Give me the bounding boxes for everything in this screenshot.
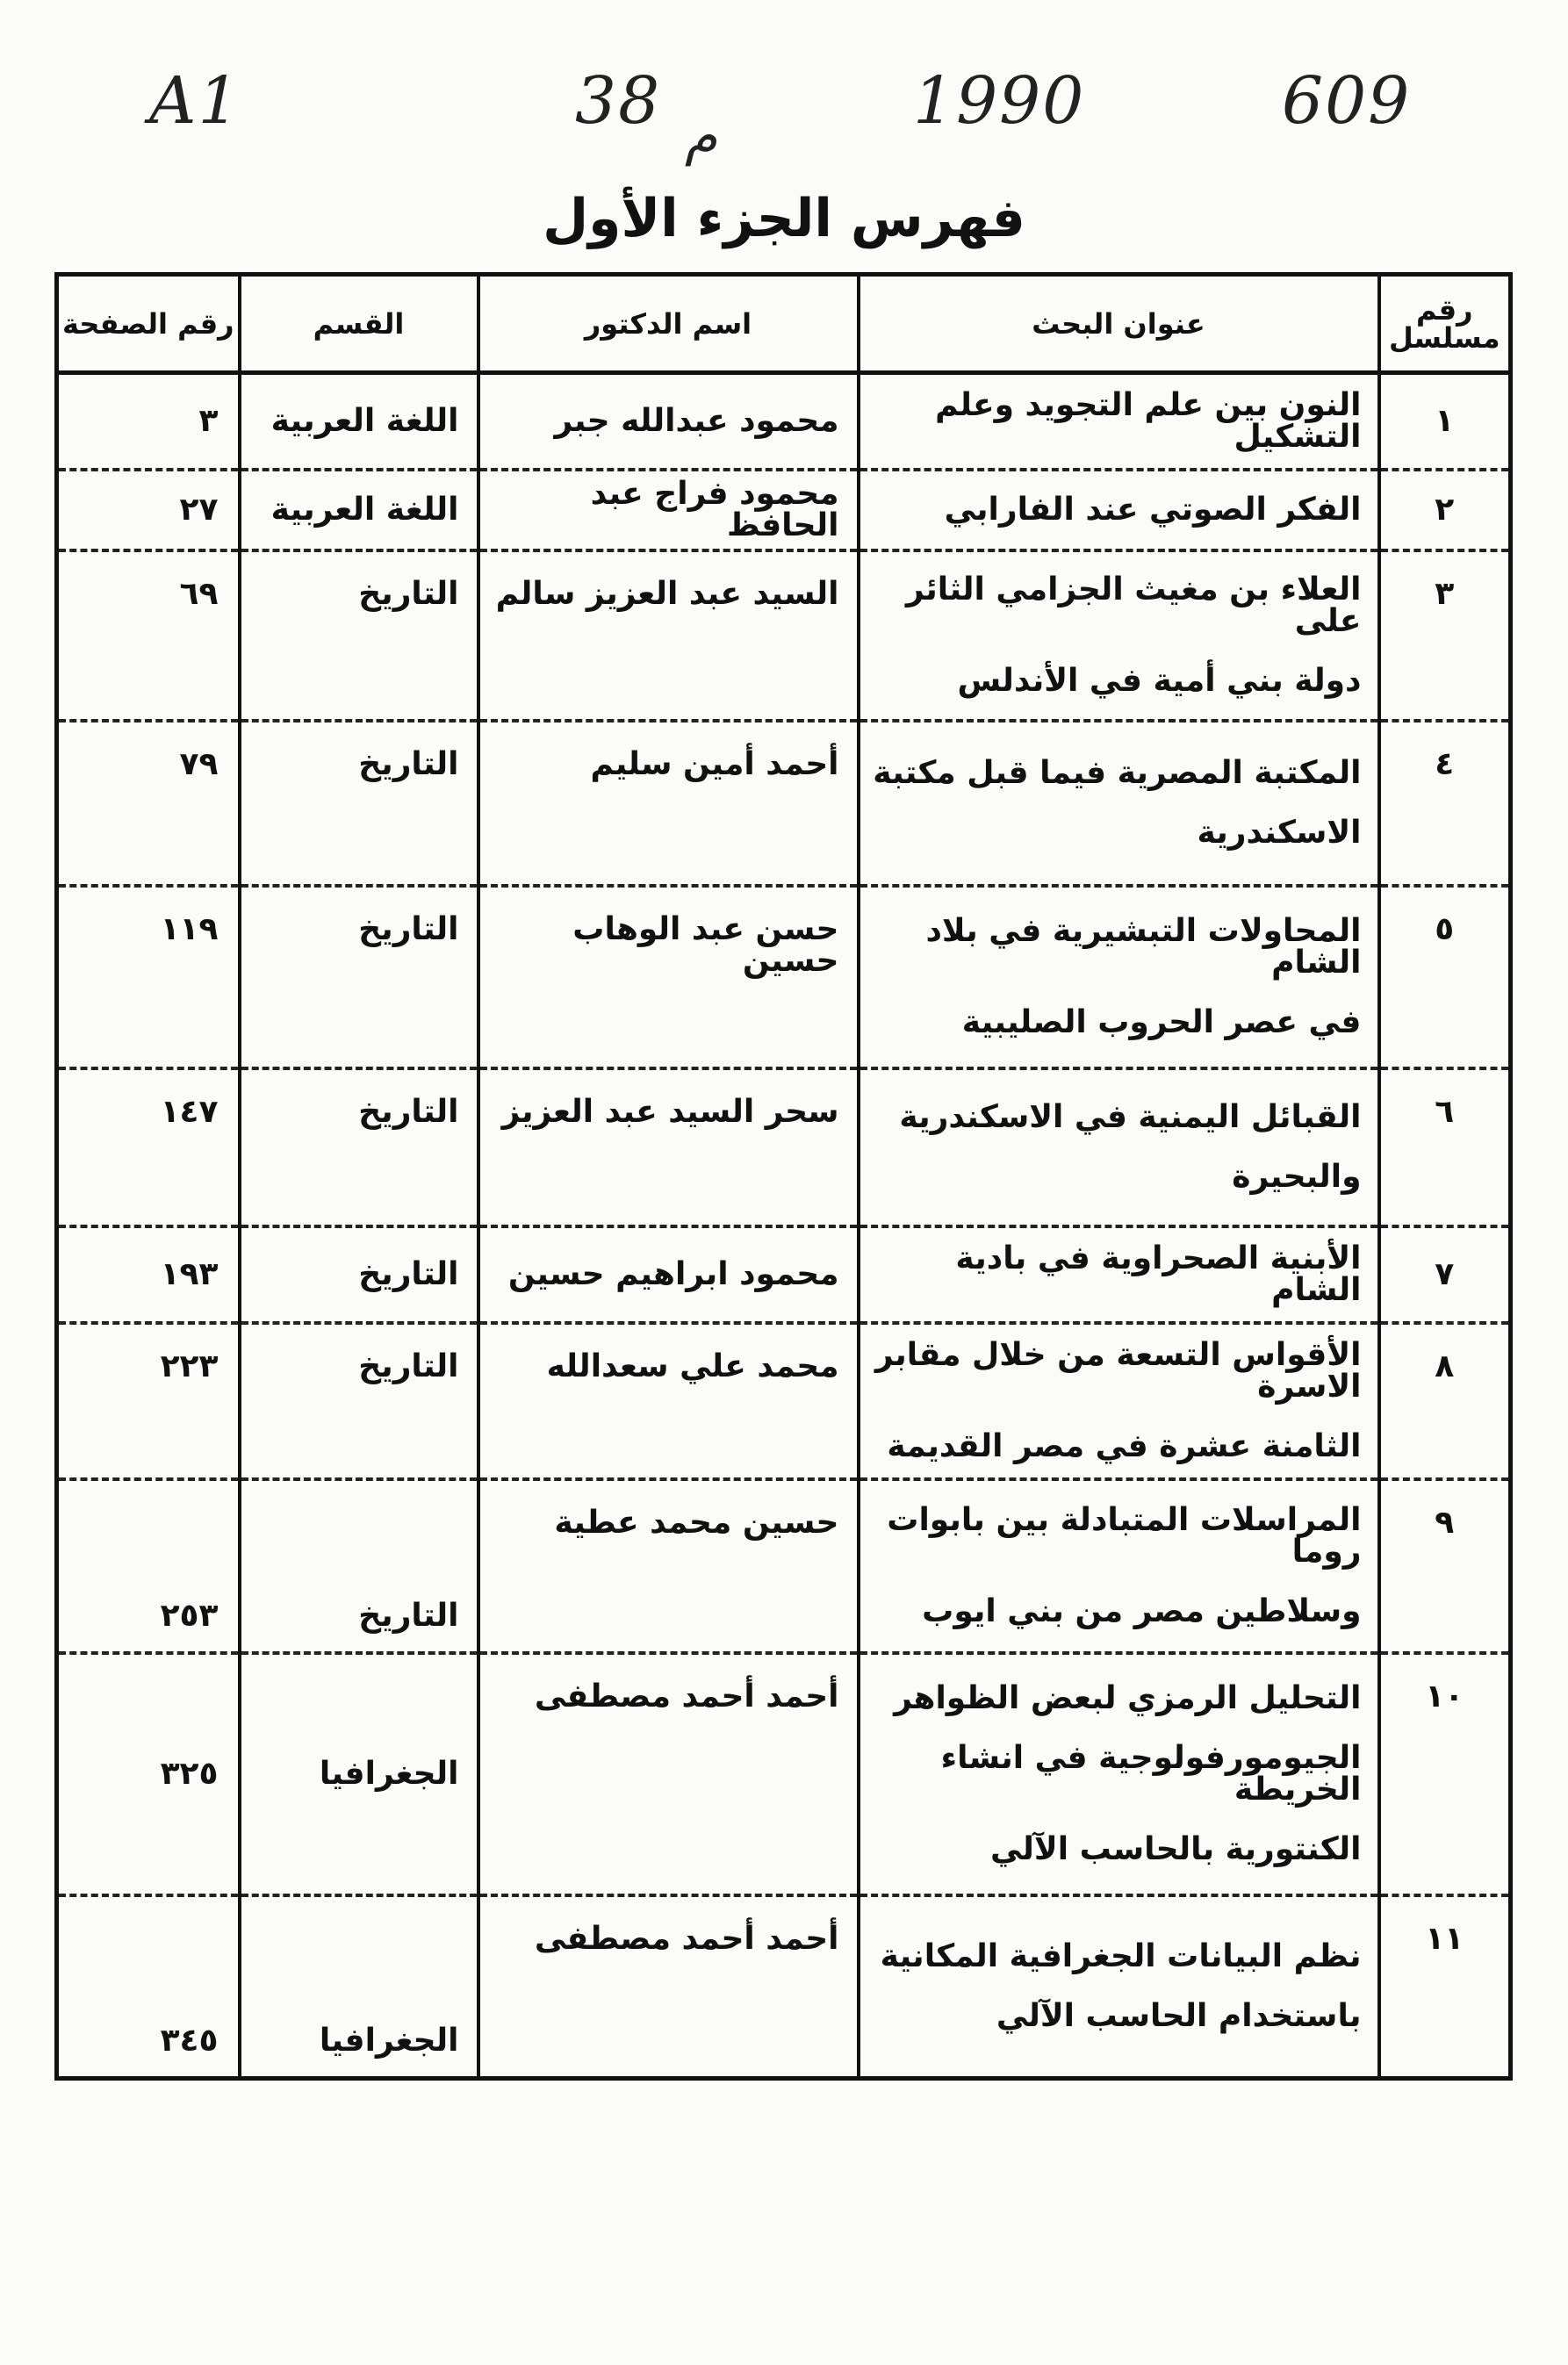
department-cell: اللغة العربية [240, 470, 478, 550]
title-line: الأبنية الصحراوية في بادية الشام [955, 1240, 1362, 1308]
department-cell: الجغرافيا [240, 1653, 478, 1895]
serial-cell: ١٠ [1379, 1653, 1511, 1895]
table-row [57, 470, 1511, 550]
title-line: النون بين علم التجويد وعلم التشكيل [935, 387, 1362, 455]
header-doctor: اسم الدكتور [478, 275, 859, 373]
table-row [57, 886, 1511, 1068]
title-line: الاسكندرية [1197, 815, 1362, 851]
doctor-cell: محمود فراج عبد الحافظ [478, 470, 859, 550]
header-page: رقم الصفحة [57, 275, 240, 373]
header-research-title: عنوان البحث [859, 275, 1379, 373]
table-row [57, 1895, 1511, 2078]
serial-cell: ٢ [1379, 470, 1511, 550]
table-row [57, 1653, 1511, 1895]
serial-cell: ٩ [1379, 1479, 1511, 1653]
research-title-cell [859, 373, 1379, 471]
research-title-cell [859, 1479, 1379, 1653]
research-title-cell [859, 1895, 1379, 2078]
page-cell: ٢٢٣ [57, 1323, 240, 1479]
serial-cell: ٨ [1379, 1323, 1511, 1479]
research-title-cell [859, 1068, 1379, 1226]
doctor-cell: حسين محمد عطية [478, 1479, 859, 1653]
page-title: فهرس الجزء الأول [543, 188, 1025, 249]
page-cell: ٢٥٣ [57, 1479, 240, 1653]
page-cell: ٧٩ [57, 721, 240, 886]
research-title-cell [859, 1226, 1379, 1323]
title-line: القبائل اليمنية في الاسكندرية [899, 1099, 1362, 1135]
department-cell: التاريخ [240, 550, 478, 721]
serial-cell: ٧ [1379, 1226, 1511, 1323]
title-line: باستخدام الحاسب الآلي [996, 1997, 1362, 2034]
title-line: التحليل الرمزي لبعض الظواهر [894, 1680, 1362, 1716]
department-cell: التاريخ [240, 1323, 478, 1479]
serial-cell: ١١ [1379, 1895, 1511, 2078]
department-cell: التاريخ [240, 1226, 478, 1323]
serial-cell: ٥ [1379, 886, 1511, 1068]
page-cell: ٦٩ [57, 550, 240, 721]
department-cell: التاريخ [240, 1479, 478, 1653]
title-line: والبحيرة [1232, 1159, 1362, 1195]
doctor-cell: سحر السيد عبد العزيز [478, 1068, 859, 1226]
doctor-cell: محمود ابراهيم حسين [478, 1226, 859, 1323]
title-line: الجيومورفولوجية في انشاء الخريطة [940, 1740, 1362, 1808]
table-row [57, 721, 1511, 886]
doctor-cell: محمد علي سعدالله [478, 1323, 859, 1479]
table-row [57, 1479, 1511, 1653]
title-line: الثامنة عشرة في مصر القديمة [887, 1428, 1362, 1464]
page-cell: ٣ [57, 373, 240, 471]
header-department: القسم [240, 275, 478, 373]
doctor-cell: أحمد أحمد مصطفى [478, 1895, 859, 2078]
serial-cell: ٤ [1379, 721, 1511, 886]
research-title-cell [859, 550, 1379, 721]
doctor-cell: أحمد أحمد مصطفى [478, 1653, 859, 1895]
page-cell: ٢٧ [57, 470, 240, 550]
research-title-cell [859, 721, 1379, 886]
department-cell: التاريخ [240, 721, 478, 886]
table-row [57, 1068, 1511, 1226]
serial-cell: ٣ [1379, 550, 1511, 721]
page-cell: ٣٢٥ [57, 1653, 240, 1895]
title-line: نظم البيانات الجغرافية المكانية [880, 1937, 1362, 1974]
title-line: في عصر الحروب الصليبية [961, 1004, 1362, 1040]
handwritten-note-left: A1 [149, 63, 241, 139]
research-title-cell [859, 1323, 1379, 1479]
doctor-cell: أحمد أمين سليم [478, 721, 859, 886]
title-line: الكنتورية بالحاسب الآلي [989, 1831, 1362, 1867]
doctor-cell: محمود عبدالله جبر [478, 373, 859, 471]
handwritten-note-year: 1990 [913, 63, 1086, 139]
serial-cell: ٦ [1379, 1068, 1511, 1226]
title-line: الفكر الصوتي عند الفارابي [944, 492, 1362, 528]
department-cell: اللغة العربية [240, 373, 478, 471]
title-line: المحاولات التبشيرية في بلاد الشام [925, 913, 1362, 981]
doctor-cell: حسن عبد الوهاب حسين [478, 886, 859, 1068]
page-cell: ١٤٧ [57, 1068, 240, 1226]
title-line: العلاء بن مغيث الجزامي الثائر على [905, 571, 1362, 639]
handwritten-note-number: 38 [575, 63, 662, 139]
page-cell: ١٩٣ [57, 1226, 240, 1323]
page-cell: ١١٩ [57, 886, 240, 1068]
table-row [57, 1226, 1511, 1323]
research-title-cell [859, 886, 1379, 1068]
department-cell: الجغرافيا [240, 1895, 478, 2078]
handwritten-note-mark: م [685, 105, 718, 167]
doctor-cell: السيد عبد العزيز سالم [478, 550, 859, 721]
header-serial: رقم مسلسل [1379, 275, 1511, 373]
table-row [57, 550, 1511, 721]
index-table [54, 272, 1513, 2081]
research-title-cell [859, 1653, 1379, 1895]
header-row [57, 275, 1511, 373]
page-cell: ٣٤٥ [57, 1895, 240, 2078]
title-line: الأقواس التسعة من خلال مقابر الاسرة [874, 1337, 1362, 1405]
table-row [57, 1323, 1511, 1479]
department-cell: التاريخ [240, 886, 478, 1068]
serial-cell: ١ [1379, 373, 1511, 471]
title-line: وسلاطين مصر من بني ايوب [922, 1593, 1362, 1629]
table-row [57, 373, 1511, 471]
title-line: المراسلات المتبادلة بين بابوات روما [887, 1502, 1362, 1570]
research-title-cell [859, 470, 1379, 550]
title-line: دولة بني أمية في الأندلس [957, 663, 1362, 699]
title-line: المكتبة المصرية فيما قبل مكتبة [873, 755, 1362, 791]
department-cell: التاريخ [240, 1068, 478, 1226]
handwritten-note-right: 609 [1282, 63, 1412, 139]
